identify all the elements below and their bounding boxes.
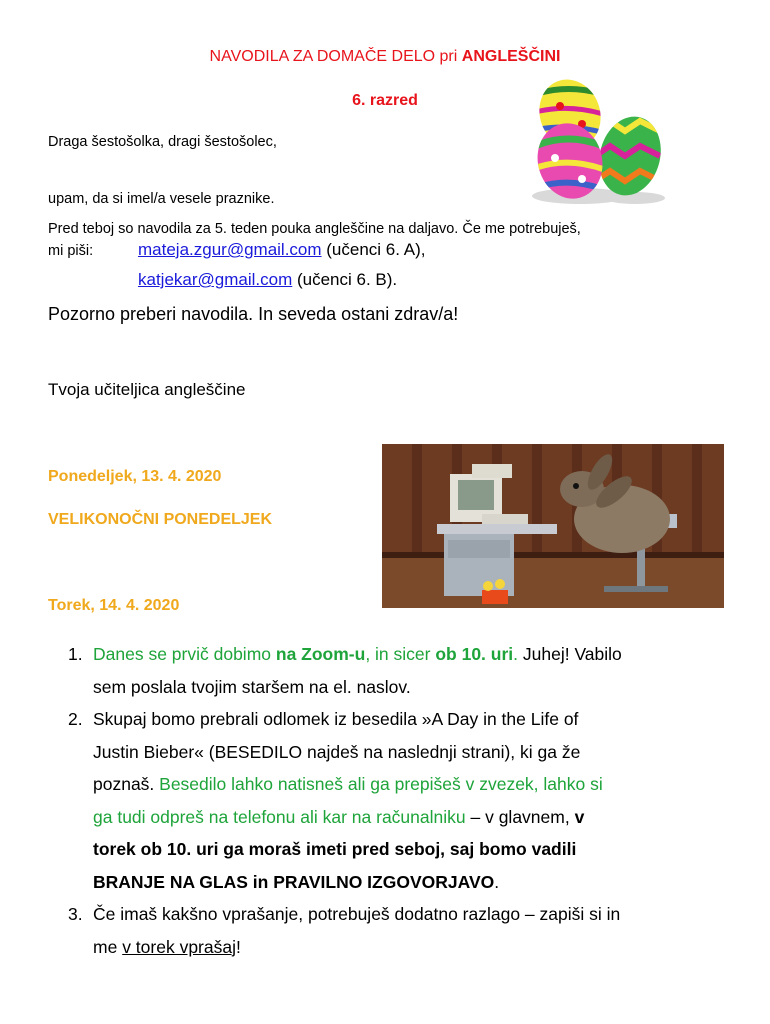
email-6a-note: (učenci 6. A),	[321, 240, 426, 259]
list-item-continued: sem poslala tvojim staršem na el. naslov.	[93, 676, 411, 697]
write-me-label: mi piši:	[48, 243, 94, 259]
list-item: 3. Če imaš kakšno vprašanje, potrebuješ dodatno razlago – zapiši si in	[68, 898, 738, 931]
list-item: 2. Skupaj bomo prebrali odlomek iz besedila »A Day in the Life of	[68, 703, 738, 736]
list-item-continued: torek ob 10. uri ga moraš imeti pred seboj, saj bomo vadili	[93, 839, 577, 859]
task-number: 2.	[68, 709, 83, 729]
signature: Tvoja učiteljica angleščine	[48, 380, 246, 399]
email-link-6b[interactable]: katjekar@gmail.com	[138, 270, 293, 289]
monday-heading: Ponedeljek, 13. 4. 2020	[48, 468, 222, 485]
email-line-6a	[138, 240, 425, 260]
title-prefix: NAVODILA ZA DOMAČE DELO pri	[209, 48, 462, 65]
easter-eggs-image	[520, 76, 672, 206]
greeting: Draga šestošolka, dragi šestošolec,	[48, 134, 277, 150]
task-list	[68, 638, 738, 963]
read-carefully-text: Pozorno preberi navodila. In seveda ostani zdrav/a!	[48, 304, 459, 324]
list-item: 1. Danes se prvič dobimo na Zoom-u, in sicer ob 10. uri. Juhej! Vabilo	[68, 638, 738, 671]
grade-heading: 6. razred	[352, 92, 418, 109]
bunny-computer-image	[382, 444, 724, 608]
list-item-continued: me v torek vprašaj!	[93, 936, 241, 957]
list-item-continued: Justin Bieber« (BESEDILO najdeš na naslednji strani), ki ga že	[93, 741, 581, 762]
page-title	[0, 48, 770, 66]
holiday-wish: upam, da si imel/a vesele praznike.	[48, 191, 275, 207]
task-number: 1.	[68, 644, 83, 664]
list-item-continued: poznaš. Besedilo lahko natisneš ali ga prepišeš v zvezek, lahko si	[93, 774, 603, 794]
list-item-continued: BRANJE NA GLAS in PRAVILNO IZGOVORJAVO.	[93, 871, 500, 892]
task-number: 3.	[68, 904, 83, 924]
instructions-text: Pred teboj so navodila za 5. teden pouka angleščine na daljavo. Če me potrebuješ,	[48, 221, 581, 237]
list-item-continued: ga tudi odpreš na telefonu ali kar na računalniku – v glavnem, v	[93, 806, 585, 827]
tuesday-heading: Torek, 14. 4. 2020	[48, 597, 180, 614]
email-6b-note: (učenci 6. B).	[292, 270, 398, 289]
monday-note: VELIKONOČNI PONEDELJEK	[48, 511, 273, 528]
title-subject: ANGLEŠČINI	[461, 48, 561, 65]
email-line-6b	[138, 270, 397, 290]
email-link-6a[interactable]: mateja.zgur@gmail.com	[138, 240, 322, 259]
